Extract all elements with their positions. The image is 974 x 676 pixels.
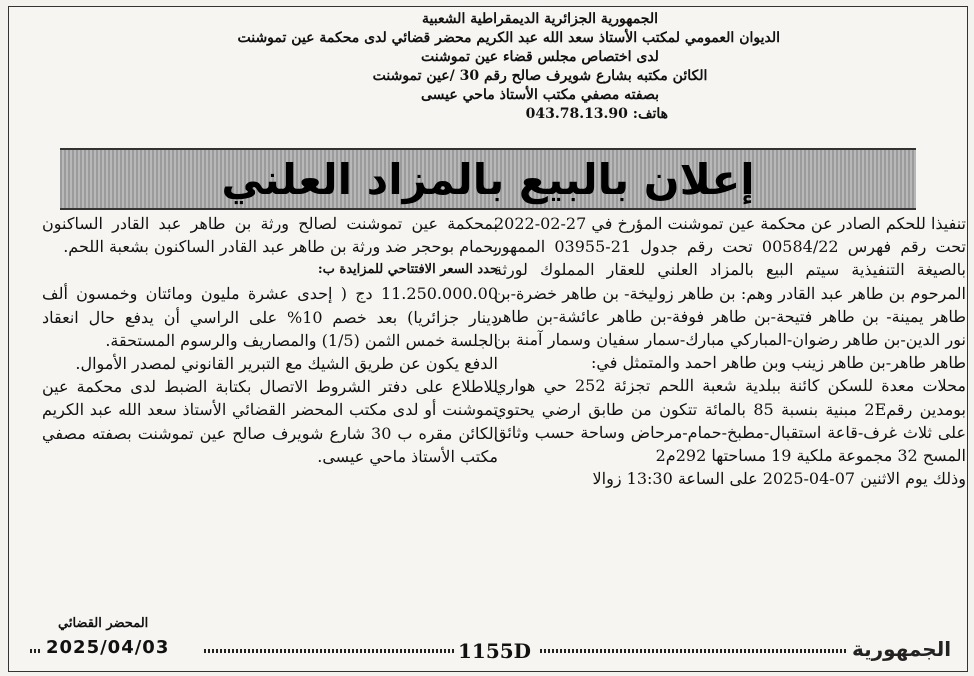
notice-title: إعلان بالبيع بالمزاد العلني bbox=[221, 154, 755, 204]
newspaper-logo: الجمهورية bbox=[852, 637, 952, 661]
bailiff-signature-label: المحضر القضائي bbox=[58, 616, 149, 631]
header-jurisdiction: لدى اختصاص مجلس قضاء عين تموشنت bbox=[421, 49, 659, 65]
right-column bbox=[494, 212, 966, 490]
header-office: الديوان العمومي لمكتب الأستاذ سعد الله عبد الكريم محضر قضائي لدى محكمة عين تموشنت bbox=[237, 30, 780, 46]
ad-code: 1155D bbox=[458, 639, 532, 663]
header-country: الجمهورية الجزائرية الديمقراطية الشعبية bbox=[421, 11, 658, 27]
payment-paragraph: الدفع يكون عن طريق الشيك مع التبرير القانوني لمصدر الأموال. bbox=[75, 354, 498, 374]
parties-paragraph: بمحكمة عين تموشنت لصالح ورثة بن طاهر عبد القادر الساكنون بحمام بوحجر ضد ورثة بن طاهر عبد القادر الساكنون بشعبة اللحم. bbox=[42, 214, 498, 257]
notice-title-banner bbox=[60, 148, 916, 210]
footer-rule bbox=[540, 649, 846, 653]
header-liquidator: بصفته مصفي مكتب الأستاذ ماحي عيسى bbox=[421, 87, 659, 103]
notice-header bbox=[237, 10, 780, 124]
opening-price-label: حدد السعر الافتتاحي للمزايدة ب: bbox=[317, 262, 498, 278]
footer-rule bbox=[30, 649, 42, 653]
header-address: الكائن مكتبه بشارع شويرف صالح رقم 30 /عين تموشنت bbox=[372, 68, 708, 84]
execution-paragraph: تنفيذا للحكم الصادر عن محكمة عين تموشنت المؤرخ في 27-02-2022 تحت رقم فهرس 00584/22 تحت رقم جدول 21-03955 الممهور بالصيغة التنفيذية سيتم البيع بالمزاد العلني للعقار المملوك لورثة المرحوم بن طاهر عبد القادر وهم: بن طاهر زوليخة- بن طاهر خضرة-بن طاهر يمينة- بن طاهر فتيحة-بن طاهر فوفة-بن طاهر عائشة-بن طاهر نور الدين-بن طاهر رضوان-المباركي مبارك-سمار سفيان وسمار آمنة بن طاهر طاهر-بن طاهر زينب وبن طاهر احمد والمتمثل في: bbox=[494, 214, 967, 373]
conditions-paragraph: للاطلاع على دفتر الشروط الاتصال بكتابة الضبط لدى محكمة عين تموشنت أو لدى مكتب المحضر القضائي الأستاذ سعد الله عبد الكريم الكائن مقره ب 30 شارع شويرف صالح عين تموشنت بصفته مصفي مكتب الأستاذ ماحي عيسى. bbox=[42, 377, 499, 466]
auction-date-paragraph: وذلك يوم الاثنين 07-04-2025 على الساعة 13:30 زوالا bbox=[592, 469, 966, 489]
opening-price-paragraph: 11.250.000.00 دج ( إحدى عشرة مليون ومائتان وخمسون ألف دينار جزائريا) بعد خصم 10% على الراسي أن يدفع حال انعقاد الجلسة خمس الثمن (1/5) والمصاريف والرسوم المستحقة. bbox=[42, 284, 498, 350]
property-description: محلات معدة للسكن كائنة ببلدية شعبة اللحم تجزئة 252 حي هواري بومدين رقم2E مبنية بنسبة 85 بالمائة تتكون من طابق ارضي يحتوي على ثلاث غرف-قاعة استقبال-مطبخ-حمام-مرحاض وساحة حسب وثائق المسح 32 مجموعة ملكية 19 مساحتها 292م2 bbox=[494, 376, 967, 466]
left-column bbox=[42, 212, 498, 468]
publication-date: 2025/04/03 bbox=[46, 637, 170, 658]
header-phone: هاتف: 043.78.13.90 bbox=[525, 106, 668, 122]
footer-rule bbox=[204, 649, 454, 653]
